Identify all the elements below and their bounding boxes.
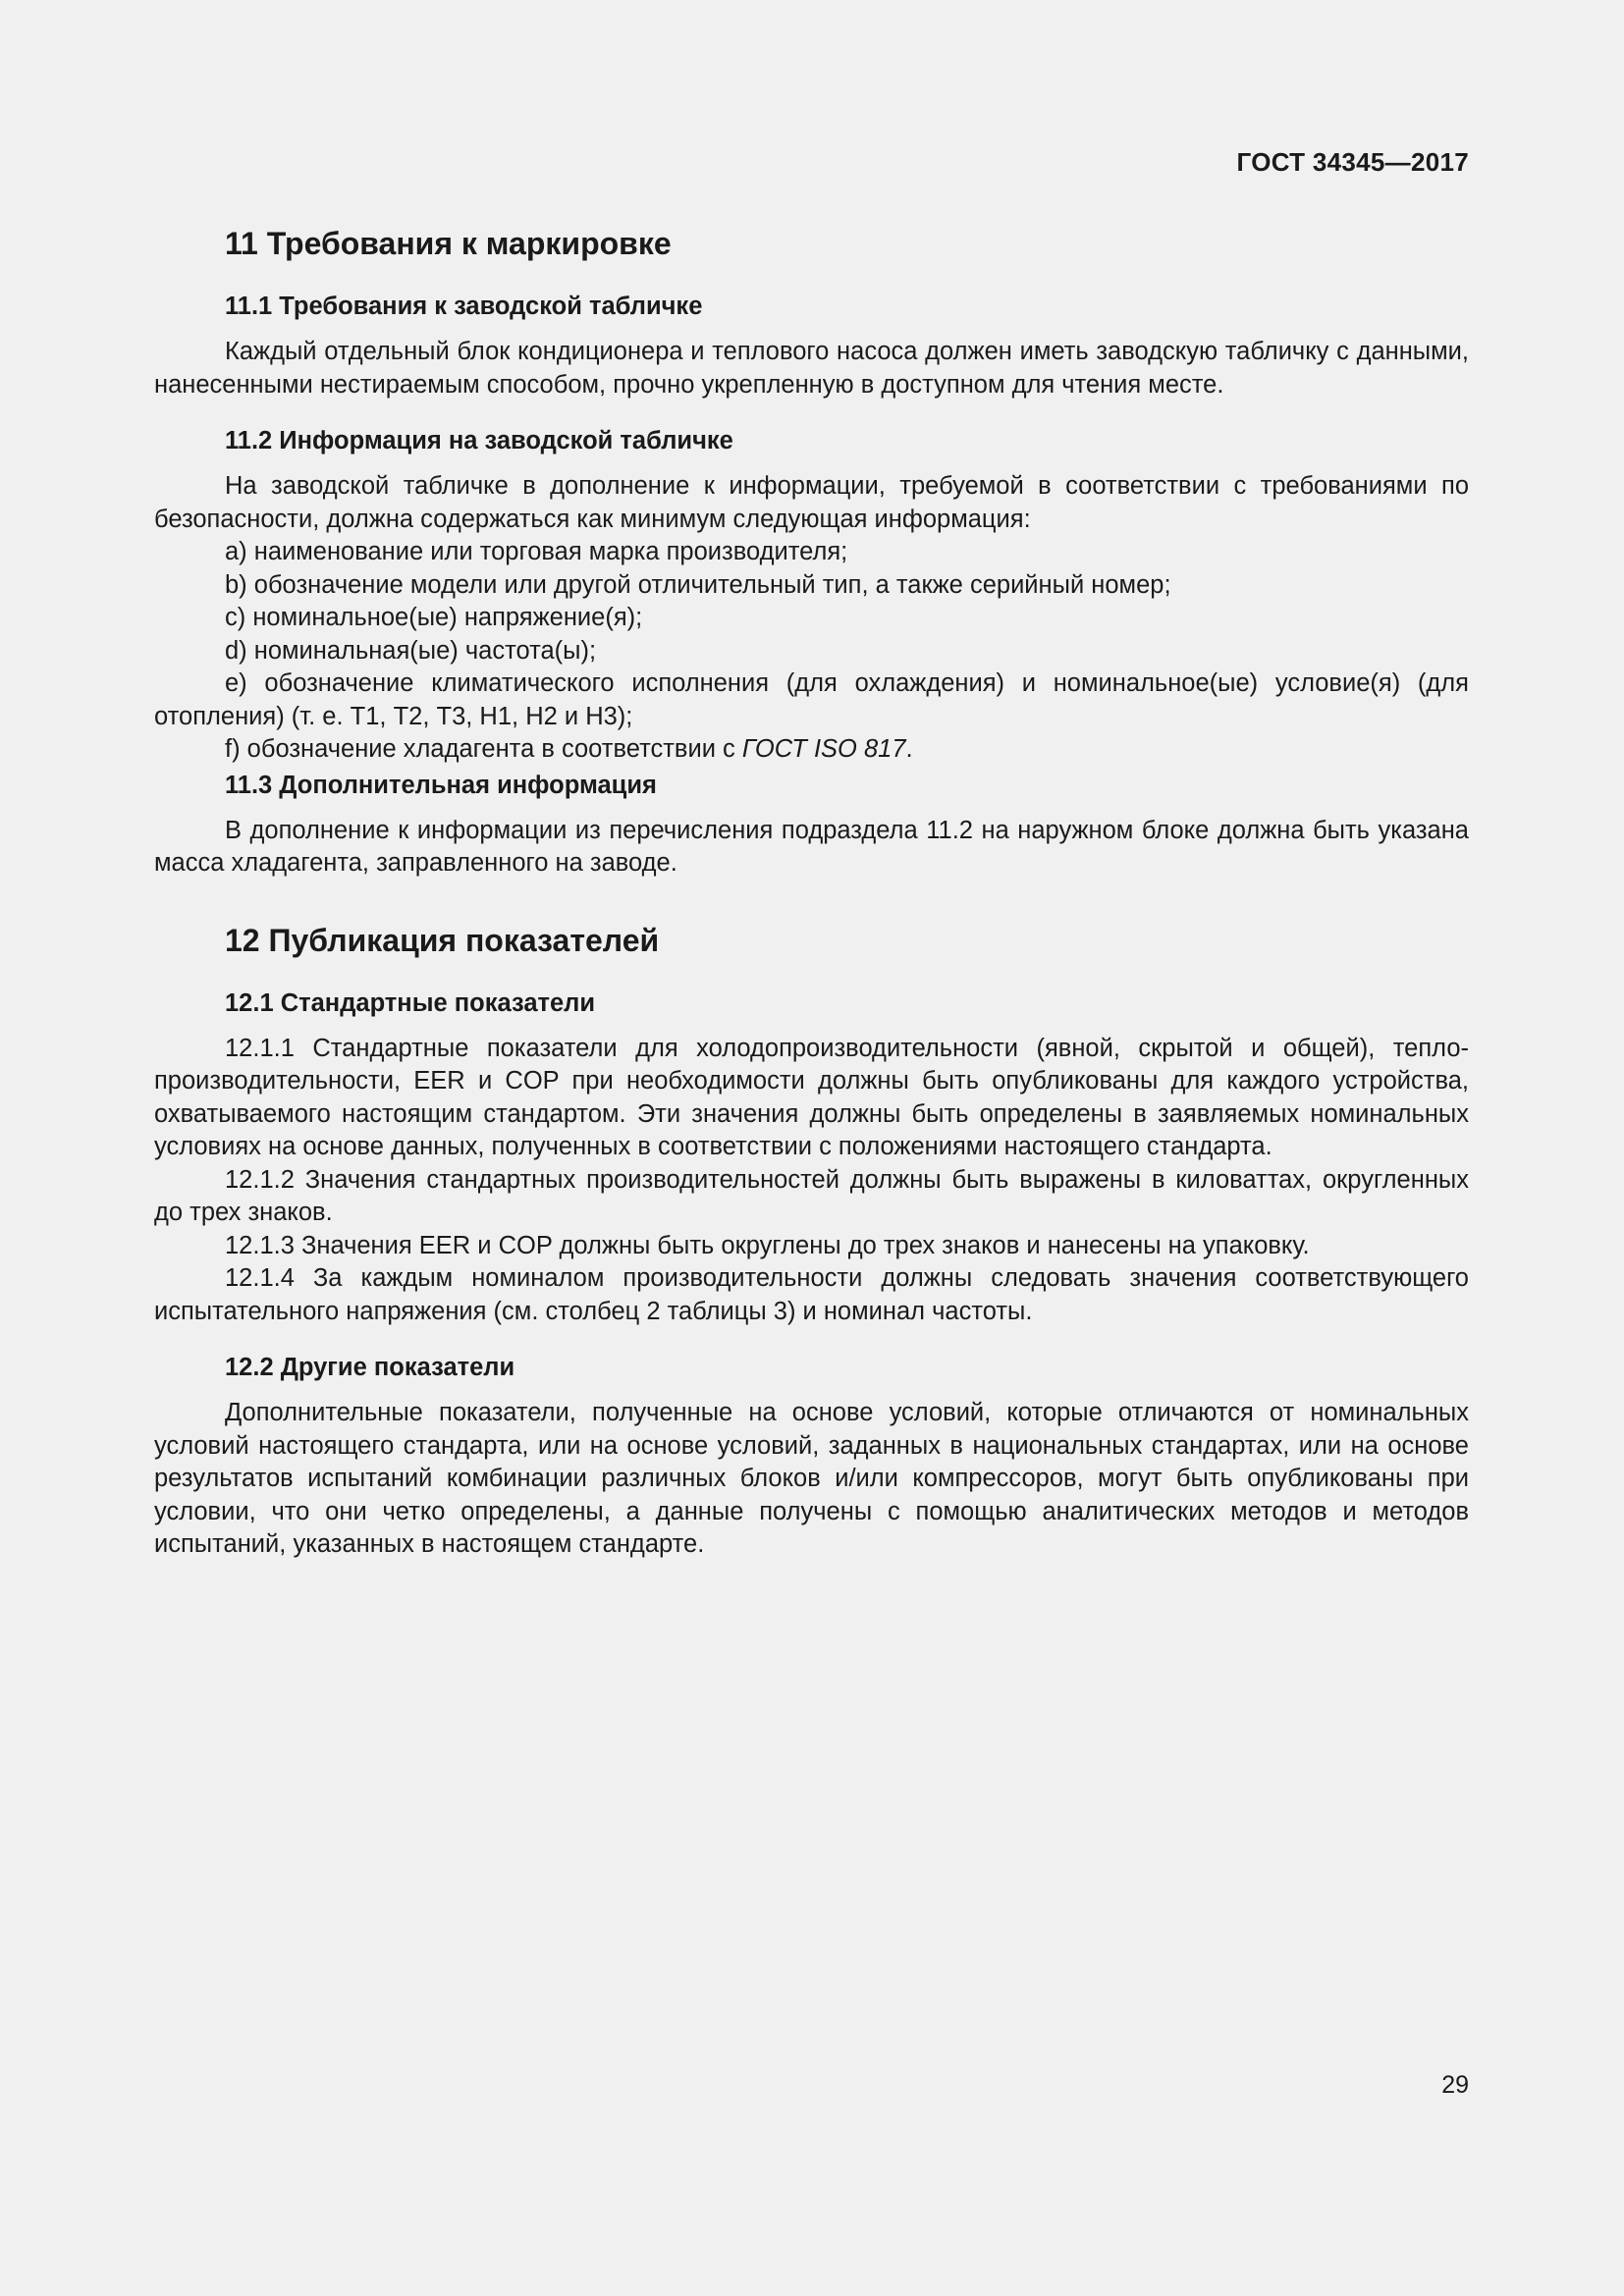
list-item-f-text: f) обозначение хладагента в соответствии с <box>225 735 742 763</box>
section-11-heading: 11 Требования к маркировке <box>225 226 672 261</box>
paragraph-12-1-4: 12.1.4 За каждым номиналом производительности должны следовать значения соответствующего испытательного напряжения (см. столбец 2 таблицы 3) и номинал частоты. <box>154 1264 1469 1325</box>
subsection-11-2-intro: На заводской табличке в дополнение к информации, требуемой в соответствии с требованиями по безопасности, должна содержаться как минимум следующая информация: <box>154 472 1469 533</box>
subsection-11-3-heading: 11.3 Дополнительная информация <box>225 771 657 799</box>
paragraph-12-1-2: 12.1.2 Значения стандартных производительностей должны быть выражены в киловаттах, округленных до трех знаков. <box>154 1165 1469 1226</box>
list-item-f-end: . <box>905 735 913 763</box>
standard-reference-link: ГОСТ ISO 817 <box>741 735 906 763</box>
subsection-12-1-heading: 12.1 Стандартные показатели <box>225 988 596 1017</box>
list-item-a: a) наименование или торговая марка производителя; <box>225 538 848 565</box>
list-item-e: e) обозначение климатического исполнения (для охлаждения) и номинальное(ые) условие(я) (для отопления) (т. е. Т1, Т2, Т3, Н1, Н2 и Н3); <box>154 669 1469 730</box>
list-item-c: c) номинальное(ые) напряжение(я); <box>225 604 643 631</box>
list-item-f <box>154 733 1469 767</box>
list-item-b: b) обозначение модели или другой отличительный тип, а также серийный номер; <box>225 570 1171 599</box>
subsection-11-1-text: Каждый отдельный блок кондиционера и теплового насоса должен иметь заводскую табличку с данными, нанесенными нестираемым способом, прочно укрепленную в доступном для чтения месте. <box>154 338 1469 399</box>
list-item-d: d) номинальная(ые) частота(ы); <box>225 636 597 665</box>
standard-designation: ГОСТ 34345—2017 <box>1236 147 1469 177</box>
subsection-11-3-text: В дополнение к информации из перечисления подраздела 11.2 на наружном блоке должна быть указана масса хладагента, заправленного на заводе. <box>154 816 1469 877</box>
subsection-11-1-heading: 11.1 Требования к заводской табличке <box>225 293 703 320</box>
paragraph-12-1-3: 12.1.3 Значения EER и COP должны быть округлены до трех знаков и нанесены на упаковку. <box>225 1231 1310 1259</box>
page-content <box>154 219 1469 1562</box>
section-12-heading: 12 Публикация показателей <box>225 922 660 958</box>
page-number: 29 <box>1441 2071 1469 2099</box>
subsection-11-2-heading: 11.2 Информация на заводской табличке <box>225 427 733 454</box>
subsection-12-2-heading: 12.2 Другие показатели <box>225 1354 515 1381</box>
paragraph-12-1-1: 12.1.1 Стандартные показатели для холодопроизводительности (явной, скрытой и общей), теплопроизводительности, EER и COP при необходимости должны быть опубликованы для каждого устройства, охватываемого настоящим стандартом. Эти значения должны быть определены в заявляемых номинальных условиях на основе данных, полученных в соответствии с положениями настоящего стандарта. <box>154 1034 1469 1160</box>
subsection-12-2-text: Дополнительные показатели, полученные на основе условий, которые отличаются от номинальных условий настоящего стандарта, или на основе условий, заданных в национальных стандартах, или на основе результатов испытаний комбинации различных блоков и/или компрессоров, могут быть опубликованы при условии, что они четко определены, а данные получены с помощью аналитических методов и методов испытаний, указанных в настоящем стандарте. <box>154 1399 1469 1558</box>
